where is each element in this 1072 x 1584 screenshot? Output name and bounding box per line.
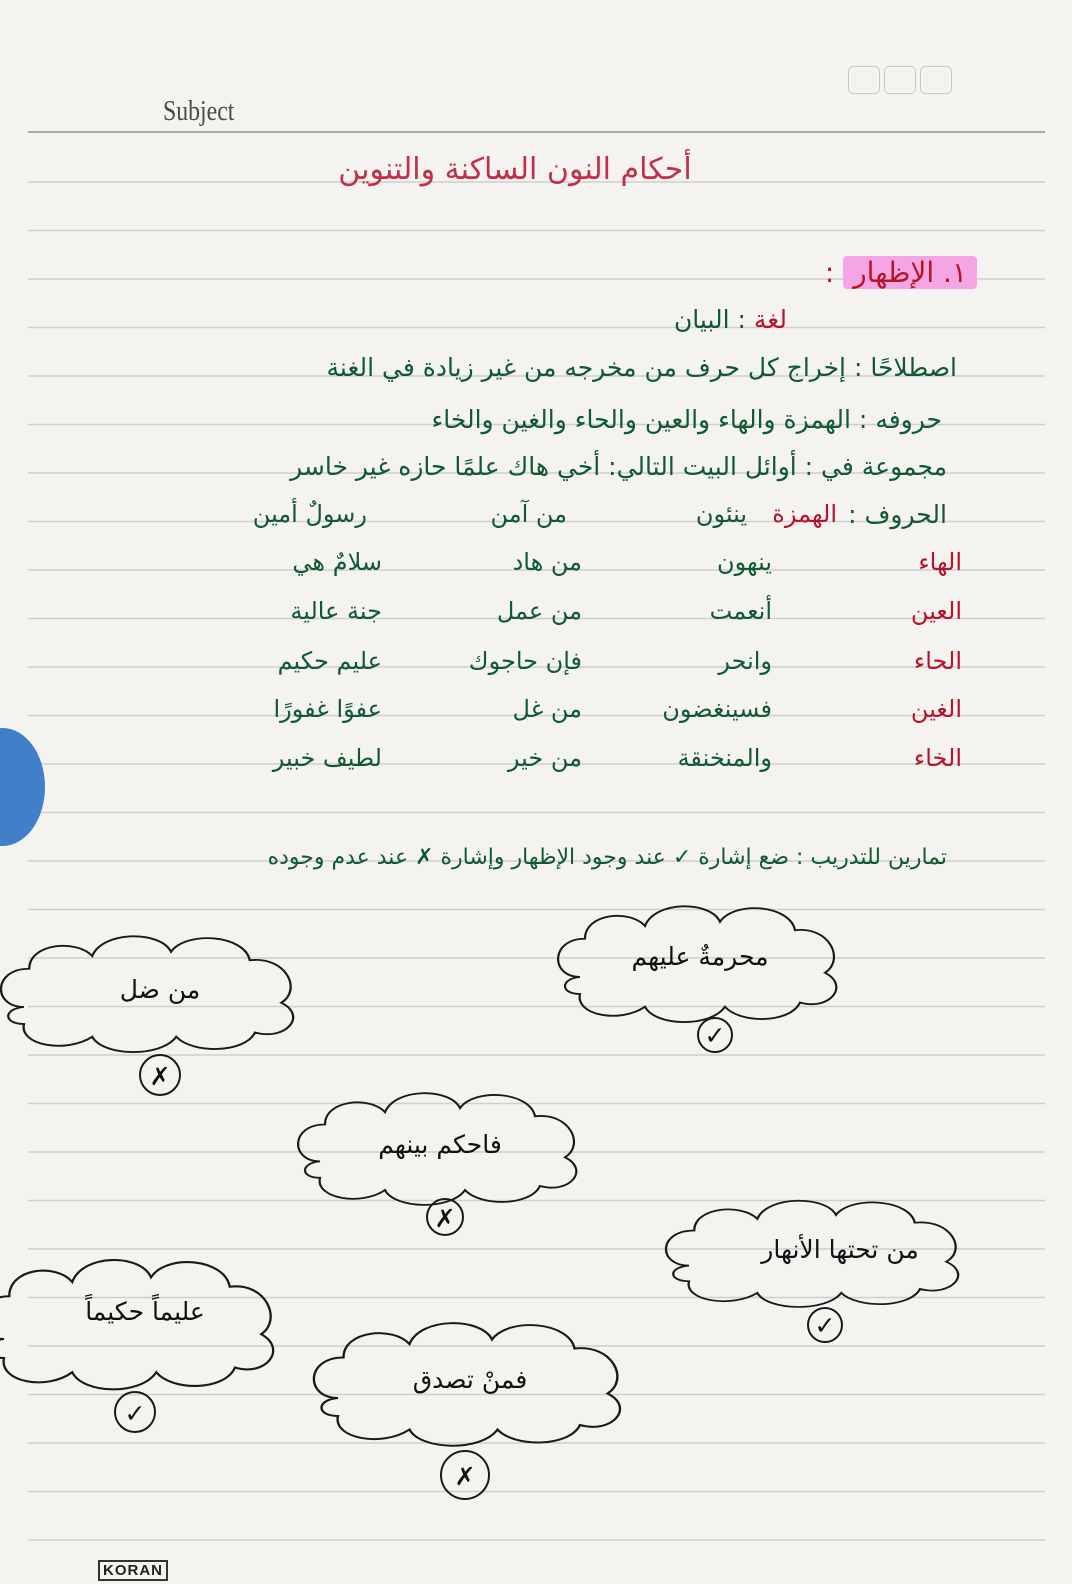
bubble-6 bbox=[314, 1323, 620, 1499]
bubble-5 bbox=[0, 1260, 273, 1432]
bubble-4-text: من تحتها الأنهار bbox=[761, 1235, 919, 1264]
subject-label: Subject bbox=[163, 96, 235, 127]
page-title: أحكام النون الساكنة والتنوين bbox=[338, 152, 692, 187]
bubble-1-text: من ضل bbox=[119, 975, 201, 1004]
bubble-6-text: فمنْ تصدق bbox=[412, 1365, 528, 1394]
bubble-2 bbox=[558, 906, 836, 1052]
exercise-label: تمارين للتدريب bbox=[810, 845, 947, 870]
letter-row-hamza: الهمزة ينئون من آمن رسولٌ أمين bbox=[252, 500, 837, 528]
letter-row-ain: العين أنعمت من عمل جنة عالية bbox=[290, 597, 962, 625]
letter-row-ha: الهاء ينهون من هاد سلامٌ هي bbox=[292, 548, 962, 576]
bubble-3-text: فاحكم بينهم bbox=[378, 1130, 502, 1159]
majmu-value: أوائل البيت التالي: أخي هاك علمًا حازه غير خاسر bbox=[290, 452, 797, 481]
lugha-label: لغة bbox=[753, 305, 787, 334]
istilah-label: اصطلاحًا bbox=[870, 353, 957, 382]
exercise-line: تمارين للتدريب : ضع إشارة ✓ عند وجود الإظهار وإشارة ✗ عند عدم وجوده bbox=[267, 845, 947, 870]
huruf-label: حروفه bbox=[875, 405, 942, 434]
lugha-value: البيان bbox=[673, 305, 730, 334]
bubble-1 bbox=[1, 936, 293, 1095]
bubble-5-text: عليماً حكيماً bbox=[85, 1297, 205, 1326]
huruf-table-label: الحروف bbox=[864, 500, 947, 529]
majmu-label: مجموعة في bbox=[821, 452, 947, 481]
lugha-line: لغة : البيان bbox=[673, 305, 787, 334]
huruf-line: حروفه : الهمزة والهاء والعين والحاء والغين والخاء bbox=[431, 405, 942, 434]
bubble-1-mark: ✗ bbox=[149, 1062, 171, 1091]
bubble-3-mark: ✗ bbox=[434, 1204, 456, 1233]
bubble-4 bbox=[666, 1201, 958, 1342]
bubble-4-mark: ✓ bbox=[814, 1311, 836, 1340]
bubble-5-mark: ✓ bbox=[124, 1399, 146, 1428]
majmu-line: مجموعة في : أوائل البيت التالي: أخي هاك علمًا حازه غير خاسر bbox=[290, 452, 947, 481]
bubble-6-mark: ✗ bbox=[454, 1462, 476, 1491]
huruf-value: الهمزة والهاء والعين والحاء والغين والخاء bbox=[431, 405, 851, 434]
heading-highlight: ١. الإظهار bbox=[843, 256, 977, 289]
letter-row-haa: الحاء وانحر فإن حاجوك عليم حكيم bbox=[277, 647, 962, 675]
huruf-table-label-line: الحروف : bbox=[848, 500, 947, 529]
exercise-instruction: ضع إشارة ✓ عند وجود الإظهار وإشارة ✗ عند عدم وجوده bbox=[267, 845, 790, 870]
bubble-2-mark: ✓ bbox=[704, 1021, 726, 1050]
section-heading: ١. الإظهار : bbox=[825, 256, 977, 289]
bubble-2-text: محرمةٌ عليهم bbox=[631, 942, 769, 971]
istilah-line: اصطلاحًا : إخراج كل حرف من مخرجه من غير زيادة في الغنة bbox=[326, 353, 957, 382]
brand-logo: KORAN bbox=[98, 1560, 168, 1581]
istilah-value: إخراج كل حرف من مخرجه من غير زيادة في الغنة bbox=[326, 353, 846, 382]
bubble-3 bbox=[298, 1093, 576, 1235]
letter-row-ghain: الغين فسينغضون من غل عفوًا غفورًا bbox=[273, 695, 962, 723]
letter-row-khaa: الخاء والمنخنقة من خير لطيف خبير bbox=[272, 744, 962, 772]
